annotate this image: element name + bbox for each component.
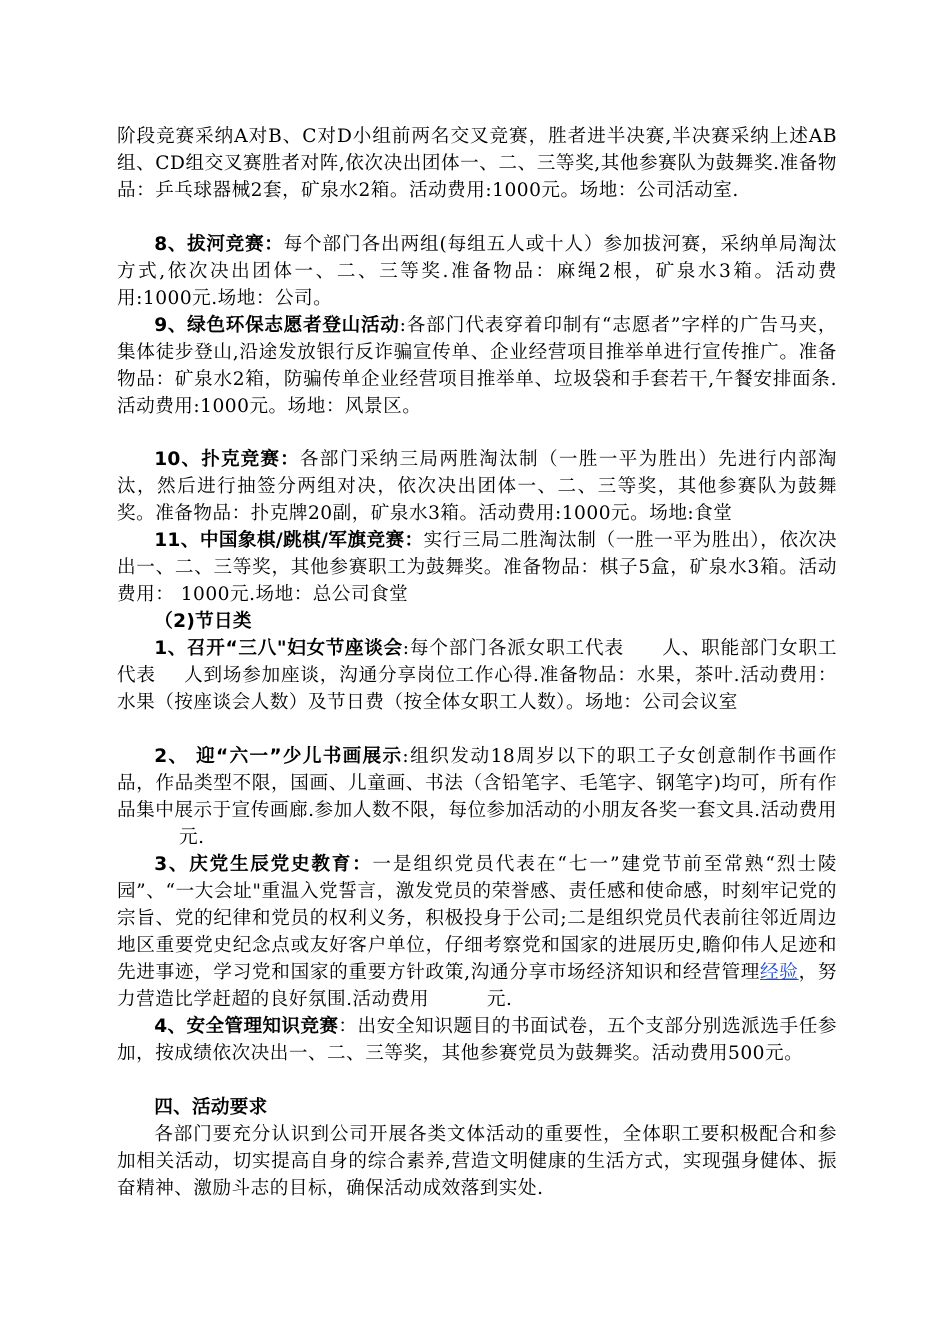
experience-link[interactable]: 经验: [760, 961, 799, 983]
paragraph-hiking: [117, 313, 837, 421]
paragraph-chess: [117, 528, 837, 609]
section-heading-festivals: [117, 609, 837, 636]
paragraph-table-tennis-continued: [117, 124, 837, 205]
paragraph-text: 一是组织党员代表在“七一”建党节前至常熟“烈士陵园”、“一大会址"重温入党誓言，激发党员的荣誉感、责任感和使命感，时刻牢记党的宗旨、党的纪律和党员的权利义务，积极投身于公司;二是组织党员代表前往邻近周边地区重要党史纪念点或友好客户单位，仔细考察党和国家的进展历史,瞻仰伟人足迹和先进事迹，学习党和国家的重要方针政策,沟通分享市场经济知识和经营管理: [117, 854, 837, 983]
item-heading: 8、拔河竞赛：: [154, 234, 284, 255]
item-heading: 10、扑克竞赛：: [154, 449, 300, 470]
paragraph-text: 人到场参加座谈，沟通分享岗位工作心得.准备物品：水果，茶叶.活动费用：水果（按座谈会人数）及节日费（按全体女职工人数）。场地：公司会议室: [117, 664, 837, 713]
paragraph-poker: [117, 447, 837, 528]
paragraph-text: :组织发动18周岁以下的职工子女创意制作书画作品，作品类型不限，国画、儿童画、书法（含铅笔字、毛笔字、钢笔字)均可，所有作品集中展示于宣传画廊.参加人数不限，每位参加活动的小朋友各奖一套文具.活动费用: [117, 746, 837, 821]
paragraph-text: 人、职能部门女职工代表: [117, 638, 837, 686]
paragraph-requirements: [117, 1122, 837, 1203]
item-heading: 2、 迎“六一”少儿书画展示: [154, 746, 403, 767]
paragraph-safety-quiz: [117, 1014, 837, 1068]
paragraph-childrens-day: [117, 744, 837, 852]
paragraph-party-history: [117, 852, 837, 1013]
section-heading: 四、活动要求: [154, 1097, 268, 1118]
item-heading: 11、中国象棋/跳棋/军旗竞赛：: [154, 530, 424, 551]
paragraph-text: 各部门采纳三局两胜淘汰制（一胜一平为胜出）先进行内部淘汰，然后进行抽签分两组对决，依次决出团体一、二、三等奖，其他参赛队为鼓舞奖。准备物品：扑克牌20副，矿泉水3箱。活动费用:1000元。场地:食堂: [117, 449, 837, 524]
paragraph-text: 各部门要充分认识到公司开展各类文体活动的重要性，全体职工要积极配合和参加相关活动，切实提高自身的综合素养,营造文明健康的生活方式，实现强身健体、振奋精神、激励斗志的目标，确保活动成效落到实处.: [117, 1124, 837, 1199]
section-heading: （2)节日类: [154, 611, 252, 632]
item-heading: 3、庆党生辰党史教育：: [154, 854, 373, 875]
paragraph-text: ：出安全知识题目的书面试卷，五个支部分别选派选手任参加，按成绩依次决出一、二、三等奖，其他参赛党员为鼓舞奖。活动费用500元。: [117, 1016, 837, 1064]
item-heading: 4、安全管理知识竞赛: [154, 1016, 339, 1037]
paragraph-womens-day: [117, 636, 837, 717]
paragraph-text: ，努力营造比学赶超的良好氛围.活动费用: [117, 961, 837, 1010]
section-heading-requirements: [117, 1095, 837, 1122]
paragraph-text: :每个部门各派女职工代表: [402, 638, 624, 659]
paragraph-text: 元.: [179, 826, 205, 848]
paragraph-text: 元.: [486, 988, 513, 1010]
paragraph-text: 阶段竞赛采纳A对B、C对D小组前两名交叉竞赛，胜者进半决赛,半决赛采纳上述AB组、CD组交叉赛胜者对阵,依次决出团体一、二、三等奖,其他参赛队为鼓舞奖.准备物品：乒乓球器械2套，矿泉水2箱。活动费用:1000元。场地：公司活动室.: [117, 126, 837, 201]
paragraph-tug-of-war: [117, 232, 837, 313]
paragraph-text: 每个部门各出两组(每组五人或十人）参加拔河赛，采纳单局淘汰方式,依次决出团体一、二、三等奖.准备物品：麻绳2根，矿泉水3箱。活动费用:1000元.场地：公司。: [117, 234, 837, 309]
paragraph-text: :各部门代表穿着印制有“志愿者”字样的广告马夹，集体徒步登山,沿途发放银行反诈骗宣传单、企业经营项目推举单进行宣传推广。准备物品：矿泉水2箱，防骗传单企业经营项目推举单、垃圾袋和手套若干,午餐安排面条.活动费用:1000元。场地：风景区。: [117, 315, 837, 417]
paragraph-text: 实行三局二胜淘汰制（一胜一平为胜出），依次决出一、二、三等奖，其他参赛职工为鼓舞奖。准备物品：棋子5盒，矿泉水3箱。活动费用： 1000元.场地：总公司食堂: [117, 530, 837, 605]
item-heading: 9、绿色环保志愿者登山活动: [154, 315, 400, 336]
item-heading: 1、召开“三八"妇女节座谈会: [154, 638, 403, 659]
